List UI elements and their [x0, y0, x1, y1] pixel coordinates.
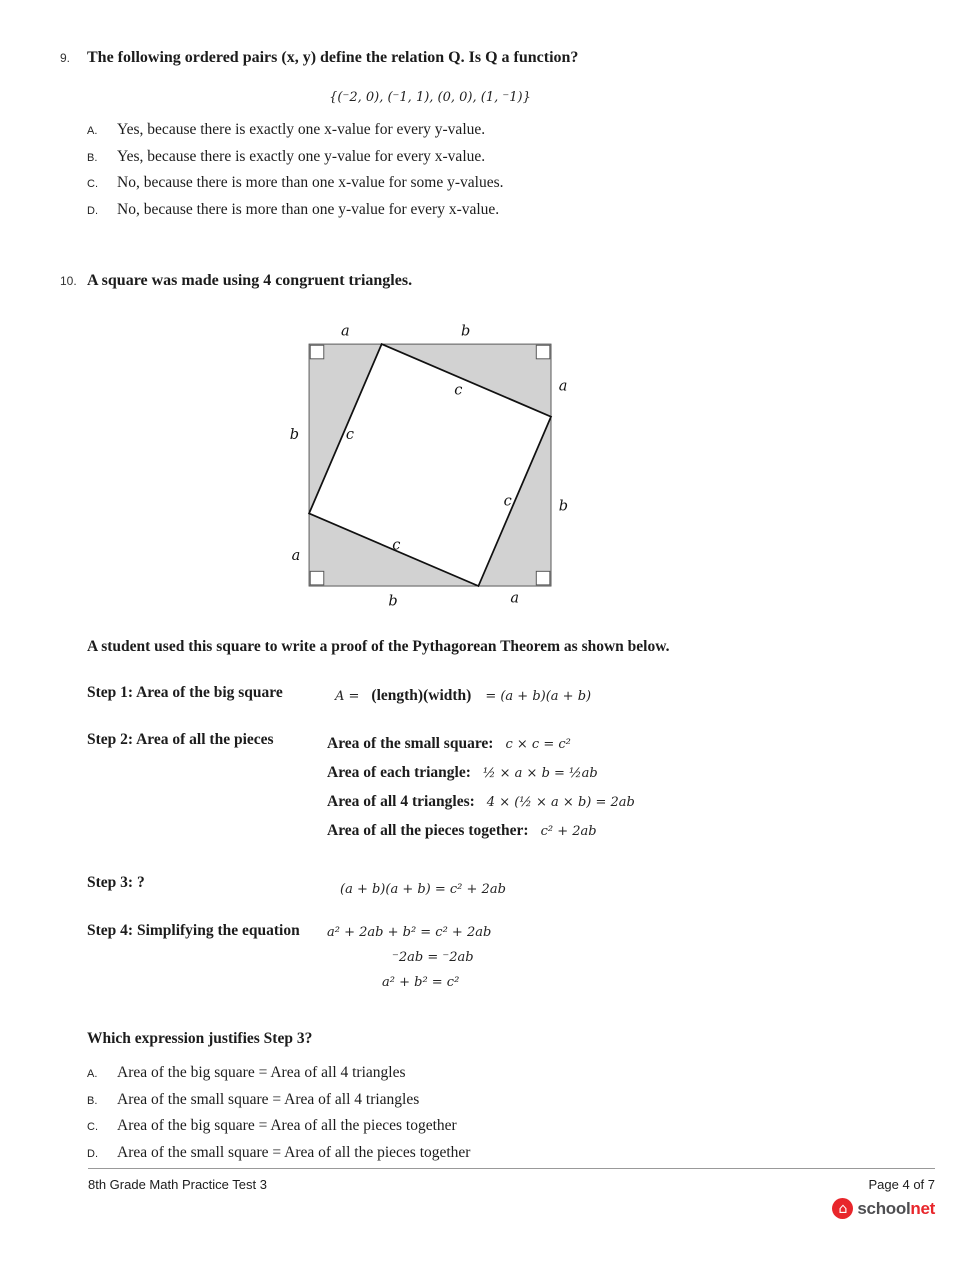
step-4-formula-1: a² + 2ab + b² = c² + 2ab [327, 925, 492, 940]
question-10-subquestion: Which expression justifies Step 3? [87, 1030, 313, 1047]
choice-label: C. [87, 1121, 98, 1133]
step-4-content [327, 922, 491, 1000]
line-label: Area of all the pieces together: [327, 822, 529, 839]
step-2-line-each-triangle [327, 763, 635, 783]
hypotenuse-label-c-right: c [503, 493, 512, 510]
choice-row-b [87, 1091, 935, 1118]
schoolnet-logo [88, 1198, 935, 1219]
step-1-length-width: (length)(width) [371, 687, 472, 704]
question-10-number: 10. [60, 274, 77, 288]
step-1-label: Step 1: Area of the big square [87, 684, 283, 701]
proof-steps [87, 684, 935, 1000]
question-10-choices [87, 1064, 935, 1170]
question-10 [60, 271, 935, 1170]
question-10-header [60, 271, 935, 291]
relation-set: {(⁻2, 0), (⁻1, 1), (0, 0), (1, ⁻1)} [329, 90, 531, 105]
side-label-right-b: b [558, 498, 569, 515]
choice-label: C. [87, 178, 98, 190]
choice-text: Yes, because there is exactly one x-value for every y-value. [117, 121, 486, 138]
choice-label: B. [87, 151, 98, 164]
hypotenuse-label-c-top: c [454, 382, 463, 399]
side-label-left-a: a [291, 547, 301, 564]
footer-divider [88, 1168, 935, 1169]
choice-row-a [87, 1064, 935, 1091]
test-title: 8th Grade Math Practice Test 3 [88, 1177, 267, 1192]
choice-label: B. [87, 1094, 98, 1107]
choice-label: D. [87, 1147, 98, 1160]
question-10-prompt: A square was made using 4 congruent triangles. [87, 272, 413, 289]
step-4-label: Step 4: Simplifying the equation [87, 922, 300, 939]
side-label-bottom-b: b [388, 593, 398, 610]
side-label-top-a: a [341, 323, 350, 340]
side-label-top-b: b [461, 323, 471, 340]
question-9 [60, 48, 935, 227]
choice-text: No, because there is more than one y-value for every x-value. [117, 200, 500, 218]
step-1-formula-rhs: = (a + b)(a + b) [485, 689, 592, 704]
line-formula: c² + 2ab [540, 824, 597, 839]
hypotenuse-label-c-left: c [345, 426, 354, 443]
proof-step-2 [87, 731, 935, 850]
step-1-formula-lhs: A = [335, 689, 360, 704]
choice-row-c [87, 174, 935, 201]
step-1-content [327, 684, 591, 705]
right-angle-mark-bottom-right [536, 571, 550, 585]
line-label: Area of each triangle: [327, 764, 471, 781]
step-3-content [340, 874, 506, 898]
page-indicator: Page 4 of 7 [868, 1177, 935, 1192]
hypotenuse-label-c-bottom: c [392, 537, 401, 554]
question-9-choices [87, 121, 935, 227]
step-2-label: Step 2: Area of all the pieces [87, 731, 274, 748]
line-label: Area of all 4 triangles: [327, 793, 475, 810]
schoolnet-house-icon [832, 1198, 853, 1219]
question-9-number: 9. [60, 51, 71, 65]
right-angle-mark-bottom-left [310, 571, 324, 585]
choice-text: Area of the big square = Area of all the pieces together [117, 1117, 457, 1134]
proof-step-4 [87, 922, 935, 1000]
choice-row-c [87, 1117, 935, 1144]
proof-step-1 [87, 684, 935, 705]
footer-text-row [88, 1177, 935, 1192]
line-formula: 4 × (½ × a × b) = 2ab [486, 795, 635, 810]
line-label: Area of the small square: [327, 735, 494, 752]
step-2-line-4-triangles [327, 792, 635, 812]
step-3-formula: (a + b)(a + b) = c² + 2ab [340, 882, 506, 897]
side-label-bottom-a: a [510, 590, 520, 607]
side-label-left-b: b [289, 426, 300, 443]
right-angle-mark-top-right [536, 345, 550, 359]
step-2-line-small-square [327, 734, 635, 754]
step-2-line-pieces-together [327, 821, 635, 841]
choice-label: A. [87, 125, 98, 137]
choice-row-d [87, 201, 935, 228]
choice-text: No, because there is more than one x-value for some y-values. [117, 174, 504, 191]
choice-row-b [87, 148, 935, 175]
choice-text: Area of the big square = Area of all 4 triangles [117, 1064, 406, 1081]
logo-text-net: net [910, 1198, 935, 1218]
step-2-content [327, 731, 635, 850]
choice-text: Area of the small square = Area of all the pieces together [117, 1143, 471, 1161]
line-formula: ½ × a × b = ½ab [482, 766, 598, 781]
choice-row-a [87, 121, 935, 148]
choice-row-d [87, 1144, 935, 1171]
choice-label: D. [87, 204, 98, 217]
step-4-formula-3: a² + b² = c² [382, 975, 460, 990]
choice-text: Area of the small square = Area of all 4 triangles [117, 1090, 420, 1108]
line-formula: c × c = c² [505, 737, 571, 752]
proof-intro: A student used this square to write a proof of the Pythagorean Theorem as shown below. [87, 638, 670, 655]
house-glyph: ⌂ [838, 1200, 848, 1217]
page-footer [0, 1168, 979, 1219]
proof-step-3 [87, 874, 935, 898]
choice-label: A. [87, 1068, 98, 1080]
pythagorean-diagram [275, 317, 587, 622]
choice-text: Yes, because there is exactly one y-value for every x-value. [117, 147, 486, 165]
step-3-label: Step 3: ? [87, 874, 145, 891]
step-4-formula-2: ⁻2ab = ⁻2ab [392, 950, 474, 965]
right-angle-mark-top-left [310, 345, 324, 359]
side-label-right-a: a [558, 378, 568, 395]
square-diagram-svg [275, 317, 587, 617]
question-9-prompt: The following ordered pairs (x, y) define the relation Q. Is Q a function? [87, 49, 579, 66]
logo-text-school: school [857, 1198, 911, 1218]
question-9-header [60, 48, 935, 68]
